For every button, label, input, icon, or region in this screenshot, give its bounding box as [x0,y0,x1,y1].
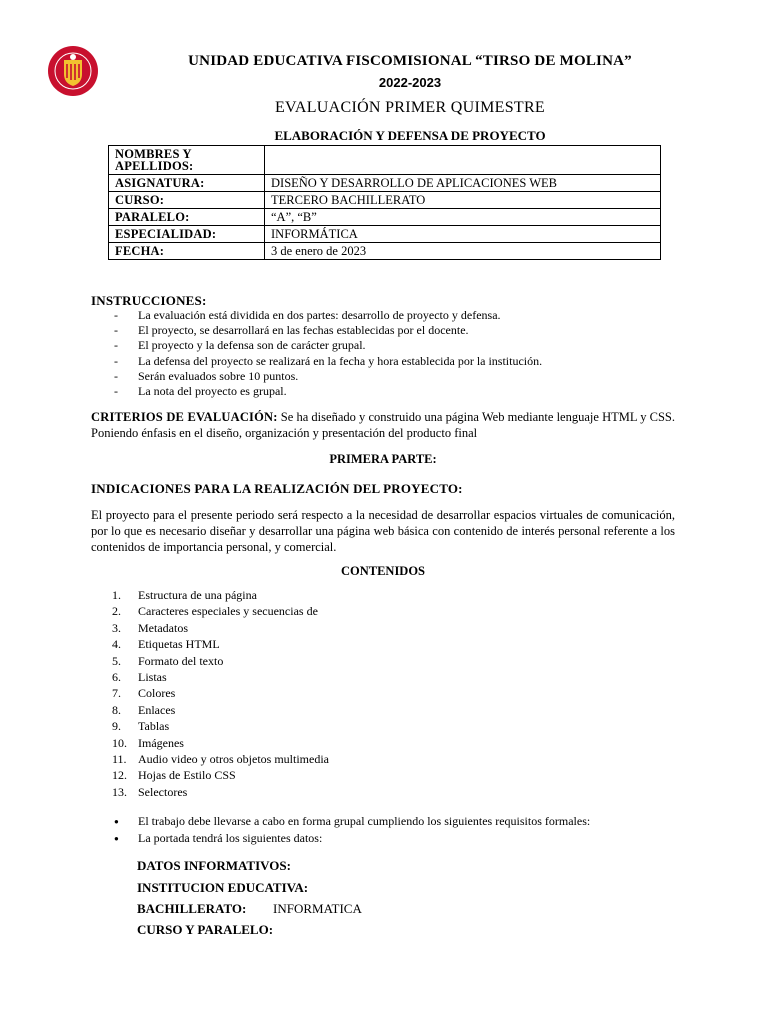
list-item [114,636,329,652]
item-text: Colores [138,686,176,701]
field-value: TERCERO BACHILLERATO [265,192,661,209]
list-item [114,653,329,669]
field-value: INFORMÁTICA [265,226,661,243]
student-info-table [108,145,661,260]
table-row [109,146,661,175]
list-item: - La nota del proyecto es grupal. [114,384,542,399]
list-item [114,767,329,783]
cover-label-curso: CURSO Y PARALELO: [137,922,274,937]
item-number: 8. [112,702,121,717]
field-label: NOMBRES Y APELLIDOS: [109,146,265,175]
requirements-list [114,813,590,847]
item-number: 13. [112,784,127,799]
item-text: Caracteres especiales y secuencias de [138,604,318,619]
first-part-heading: PRIMERA PARTE: [329,452,437,466]
list-item [114,784,329,800]
instructions-list [114,308,542,399]
field-label: PARALELO: [109,209,265,226]
field-label: FECHA: [109,243,265,260]
item-text: Hojas de Estilo CSS [138,768,236,783]
item-text: Formato del texto [138,653,224,668]
list-item: - El proyecto, se desarrollará en las fechas establecidas por el docente. [114,323,542,338]
item-number: 10. [112,735,127,750]
list-item: - La evaluación está dividida en dos partes: desarrollo de proyecto y defensa. [114,308,542,323]
criteria-paragraph [91,409,675,441]
list-item: - El proyecto y la defensa son de carácter grupal. [114,338,542,353]
school-name: UNIDAD EDUCATIVA FISCOMISIONAL “TIRSO DE MOLINA” [188,53,632,69]
item-number: 11. [112,752,127,767]
field-label: ASIGNATURA: [109,175,265,192]
evaluation-title: EVALUACIÓN PRIMER QUIMESTRE [274,99,546,116]
contents-list [114,587,329,800]
criteria-label: CRITERIOS DE EVALUACIÓN: [91,410,278,424]
criteria-text: Se ha diseñado y construido una página Web mediante lenguaje HTML y CSS. Poniendo énfasis en el diseño, organización y presentación del producto final [91,410,675,440]
item-text: Selectores [138,784,188,799]
contents-heading: CONTENIDOS [340,564,426,578]
instructions-heading: INSTRUCCIONES: [91,293,207,308]
list-item [114,751,329,767]
item-number: 1. [112,588,121,602]
item-text: Tablas [138,719,170,734]
item-number: 9. [112,719,121,734]
list-item: ● La portada tendrá los siguientes datos: [114,830,590,847]
item-text: Listas [138,670,167,685]
table-row [109,243,661,260]
school-year: 2022-2023 [378,75,442,90]
item-text: Metadatos [138,620,188,635]
item-number: 12. [112,768,127,783]
field-value: 3 de enero de 2023 [265,243,661,260]
list-item [114,669,329,685]
list-item [114,702,329,718]
list-item: - Serán evaluados sobre 10 puntos. [114,369,542,384]
item-text: Estructura de una página [138,588,257,602]
cover-value-bachillerato: INFORMATICA [273,901,362,916]
item-text: Imágenes [138,735,184,750]
field-value: DISEÑO Y DESARROLLO DE APLICACIONES WEB [265,175,661,192]
item-number: 5. [112,653,121,668]
list-item: ● El trabajo debe llevarse a cabo en forma grupal cumpliendo los siguientes requisitos formales: [114,813,590,830]
list-item [114,718,329,734]
item-number: 3. [112,620,121,635]
project-subtitle: ELABORACIÓN Y DEFENSA DE PROYECTO [274,128,546,143]
cover-label-datos: DATOS INFORMATIVOS: [137,858,291,873]
table-row [109,209,661,226]
cover-label-bachillerato: BACHILLERATO: [137,901,247,916]
cover-label-institucion: INSTITUCION EDUCATIVA: [137,880,309,895]
table-row [109,175,661,192]
item-text: Audio video y otros objetos multimedia [138,752,329,767]
item-number: 7. [112,686,121,701]
school-logo [47,45,99,97]
field-value: “A”, “B” [265,209,661,226]
item-text: Enlaces [138,702,176,717]
item-number: 4. [112,637,121,652]
list-item [114,735,329,751]
item-number: 6. [112,670,121,685]
table-row [109,226,661,243]
list-item: - La defensa del proyecto se realizará en la fecha y hora establecida por la institución. [114,354,542,369]
item-text: Etiquetas HTML [138,637,220,652]
field-label: CURSO: [109,192,265,209]
list-item [114,620,329,636]
field-value[interactable] [265,146,661,175]
indications-paragraph: El proyecto para el presente periodo será respecto a la necesidad de desarrollar espacios virtuales de comunicación, por lo que es necesario diseñar y desarrollar una página web básica con contenido de interés personal referente a los contenidos de importancia personal, y comercial. [91,508,675,554]
list-item [114,587,329,603]
list-item [114,603,329,619]
list-item [114,685,329,701]
table-row [109,192,661,209]
indications-heading: INDICACIONES PARA LA REALIZACIÓN DEL PROYECTO: [91,481,463,496]
field-label: ESPECIALIDAD: [109,226,265,243]
item-number: 2. [112,604,121,619]
